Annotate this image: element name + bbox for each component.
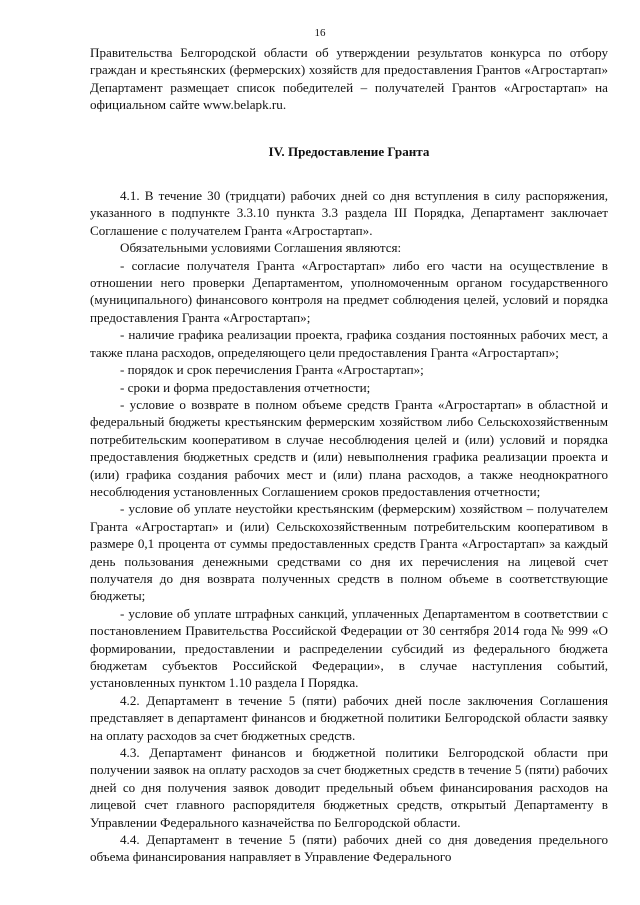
condition-schedule: - наличие графика реализации проекта, графика создания постоянных рабочих мест, а также плана расходов, определяющего цели предоставления Гранта «Агростартап»; (90, 327, 608, 360)
condition-transfer-order: - порядок и срок перечисления Гранта «Агростартап»; (120, 362, 424, 378)
paragraph-4-4: 4.4. Департамент в течение 5 (пяти) рабочих дней со дня доведения предельного объема финансирования направляет в Управление Федерального (90, 832, 608, 865)
paragraph-4-3: 4.3. Департамент финансов и бюджетной политики Белгородской области при получении заявок на оплату расходов за счет бюджетных средств в течение 5 (пяти) рабочих дней со дня получения заявок доводит предельный объем финансирования расходов на лицевой счет главного распорядителя бюджетных средств, открытый Департаменту в Управлении Федерального казначейства по Белгородской области. (90, 745, 608, 830)
intro-paragraph: Правительства Белгородской области об утверждении результатов конкурса по отбору граждан и крестьянских (фермерских) хозяйств для предоставления Грантов «Агростартап» Департамент размещает список победителей – получателей Грантов «Агростартап» на официальном сайте www.belapk.ru. (90, 45, 608, 113)
condition-fines: - условие об уплате штрафных санкций, уплаченных Департаментом в соответствии с постановлением Правительства Российской Федерации от 30 сентября 2014 года № 999 «О формировании, предоставлении и распределении субсидий из федерального бюджета бюджетам субъектов Российской Федерации», в случае наступления событий, установленных пунктом 1.10 раздела I Порядка. (90, 605, 608, 691)
condition-refund: - условие о возврате в полном объеме средств Гранта «Агростартап» в областной и федеральный бюджеты крестьянским фермерским хозяйством либо Сельскохозяйственным потребительским кооперативом в случае несоблюдения целей и (или) условий и порядка предоставления бюджетных средств и (или) невыполнения графика реализации проекта и (или) графика создания рабочих мест и (или) плана расходов, а также неоднократного несоблюдения установленных Соглашением сроков предоставления отчетности; (90, 396, 608, 499)
section-heading: IV. Предоставление Гранта (268, 143, 430, 159)
condition-reporting: - сроки и форма предоставления отчетности; (120, 379, 371, 395)
paragraph-4-2: 4.2. Департамент в течение 5 (пяти) рабочих дней после заключения Соглашения представляет в департамент финансов и бюджетной политики Белгородской области заявку на оплату расходов за счет бюджетных средств. (90, 692, 608, 743)
paragraph-4-1: 4.1. В течение 30 (тридцати) рабочих дней со дня вступления в силу распоряжения, указанного в подпункте 3.3.10 пункта 3.3 раздела III Порядка, Департамент заключает Соглашение с получателем Гранта «Агростартап». (90, 188, 608, 238)
page-number: 16 (314, 27, 326, 39)
paragraph-conditions-intro: Обязательными условиями Соглашения являются: (120, 240, 402, 256)
condition-penalty: - условие об уплате неустойки крестьянским (фермерским) хозяйством – получателем Гранта «Агростартап» и (или) Сельскохозяйственным потребительским кооперативом в размере 0,1 процента от суммы предоставленных средств Гранта «Агростартап» за каждый день пользования денежными средствами со дня их перечисления на лицевой счет получателя до дня возврата полученных средств в полном объеме в соответствующие бюджеты; (90, 501, 608, 604)
condition-consent: - согласие получателя Гранта «Агростартап» либо его части на осуществление в отношении него проверки Департаментом, уполномоченным органом государственного (муниципального) финансового контроля на предмет соблюдения целей, условий и порядка предоставления Гранта «Агростартап»; (90, 257, 608, 325)
document-body (90, 44, 608, 866)
